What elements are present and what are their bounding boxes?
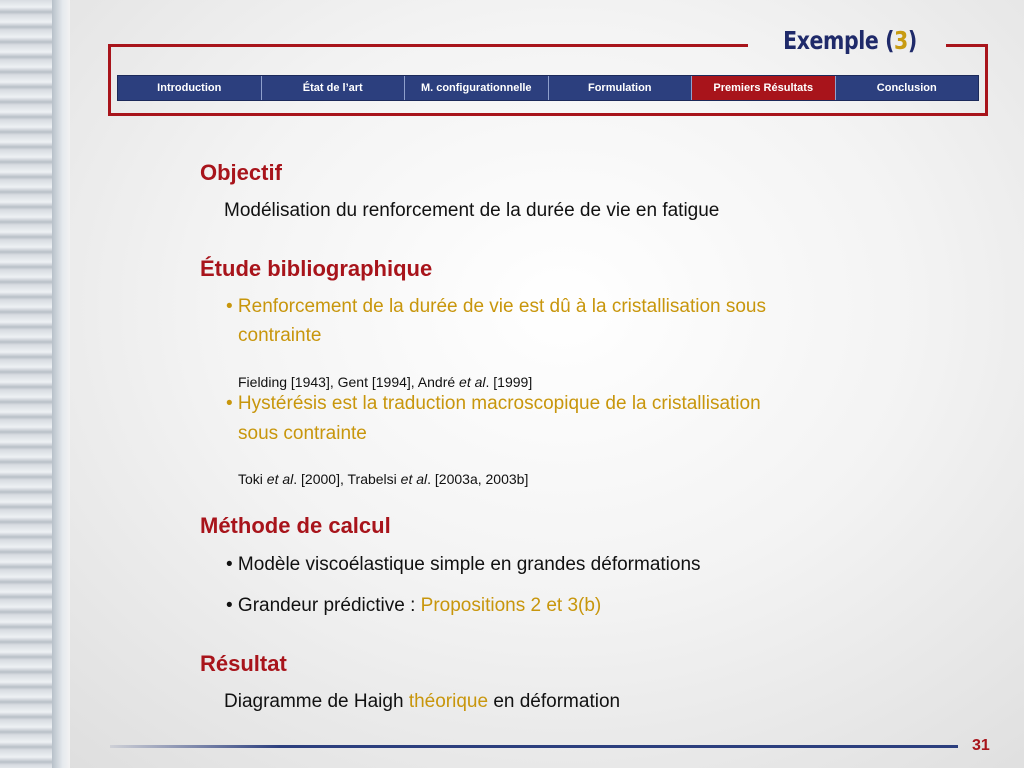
heading-etude: Étude bibliographique (200, 256, 433, 281)
methode-bullet-2: • Grandeur prédictive : Propositions 2 et 3(b) (226, 595, 602, 616)
slide-title: Exemple (3) (783, 26, 917, 55)
etude-bullet-1-line-1: • Renforcement de la durée de vie est dû à la cristallisation sous (226, 296, 766, 317)
heading-resultat: Résultat (200, 651, 287, 676)
nav-tab-etat-de-lart[interactable]: État de l’art (262, 76, 406, 100)
nav-tab-premiers-resultats[interactable]: Premiers Résultats (692, 76, 836, 100)
slide-number-in-title: 3 (894, 26, 908, 55)
page-number: 31 (972, 737, 990, 754)
nav-tab-formulation[interactable]: Formulation (549, 76, 693, 100)
methode-bullet-1: • Modèle viscoélastique simple en grandes déformations (226, 554, 701, 575)
nav-tab-introduction[interactable]: Introduction (118, 76, 262, 100)
nav-tab-conclusion[interactable]: Conclusion (876, 82, 937, 94)
nav-tab-m-configurationnelle[interactable]: M. configurationnelle (405, 76, 549, 100)
etude-reference-2: Toki et al. [2000], Trabelsi et al. [2003a, 2003b] (238, 471, 529, 487)
etude-bullet-2-line-1: • Hystérésis est la traduction macroscopique de la cristallisation (226, 393, 761, 414)
etude-reference-1: Fielding [1943], Gent [1994], André et al. [1999] (238, 374, 533, 390)
etude-bullet-2-line-2: sous contrainte (238, 423, 367, 444)
resultat-text: Diagramme de Haigh théorique en déformation (224, 691, 621, 712)
etude-bullet-1-line-2: contrainte (238, 325, 322, 346)
heading-objectif: Objectif (200, 160, 282, 185)
heading-methode: Méthode de calcul (200, 513, 391, 538)
objectif-text: Modélisation du renforcement de la durée de vie en fatigue (224, 200, 720, 221)
footer-divider (110, 745, 958, 748)
